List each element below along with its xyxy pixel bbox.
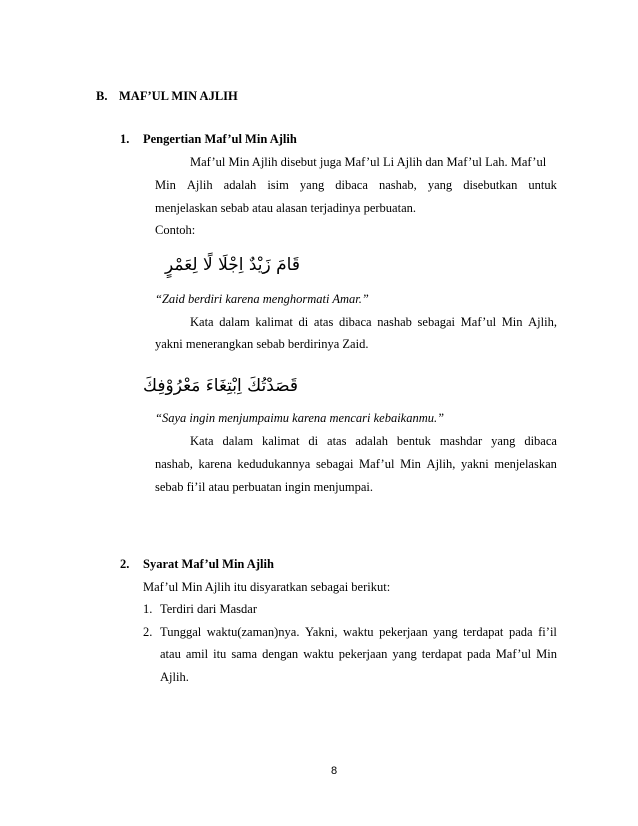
word: nashab, — [378, 178, 417, 192]
word: dibaca — [338, 315, 372, 329]
word: Yakni, — [305, 625, 338, 639]
paragraph-line: sebab fi’il atau perbuatan ingin menjumpai. — [155, 480, 373, 494]
word: kalimat — [261, 434, 300, 448]
word: bentuk — [396, 434, 431, 448]
word: pada — [508, 625, 533, 639]
word: dalam — [222, 434, 254, 448]
word: Maf’ul — [495, 647, 532, 661]
word: Maf’ul — [460, 315, 497, 329]
word: waktu — [303, 647, 334, 661]
word: yang — [392, 647, 417, 661]
section-title: MAF’UL MIN AJLIH — [119, 89, 238, 103]
word: adalah — [355, 434, 388, 448]
word: di — [298, 315, 309, 329]
word: karena — [198, 457, 232, 471]
section-marker: B. — [96, 89, 108, 103]
word: untuk — [528, 178, 557, 192]
word: disebutkan — [463, 178, 518, 192]
word: Min — [536, 647, 557, 661]
word: atas — [313, 315, 334, 329]
word: kalimat — [255, 315, 293, 329]
word: dibaca — [524, 434, 557, 448]
word: waktu — [343, 625, 374, 639]
word: Min — [400, 457, 421, 471]
word: itu — [213, 647, 227, 661]
word: amil — [185, 647, 209, 661]
item-number: 2. — [120, 557, 130, 571]
word: nashab — [377, 315, 412, 329]
translation: “Saya ingin menjumpaimu karena mencari kebaikanmu.” — [155, 411, 445, 425]
word: fi’il — [538, 625, 557, 639]
list-item-line-justified — [160, 647, 557, 662]
word: dibaca — [335, 178, 368, 192]
word: Maf’ul — [359, 457, 395, 471]
paragraph-line: Maf’ul Min Ajlih itu disyaratkan sebagai berikut: — [143, 580, 391, 594]
word: yang — [433, 625, 458, 639]
paragraph-line-justified — [155, 457, 557, 472]
word: dalam — [219, 315, 250, 329]
word: Min — [155, 178, 176, 192]
word: terdapat — [421, 647, 463, 661]
word: dengan — [262, 647, 299, 661]
word: pada — [467, 647, 491, 661]
list-item: Terdiri dari Masdar — [160, 602, 258, 616]
word: Min — [501, 315, 523, 329]
word: di — [308, 434, 319, 448]
word: yang — [427, 178, 453, 192]
paragraph-line-justified — [190, 434, 557, 449]
word: menjelaskan — [494, 457, 557, 471]
word: waktu(zaman)nya. — [206, 625, 300, 639]
item-number: 1. — [120, 132, 130, 146]
word: Ajlih, — [426, 457, 456, 471]
word: mashdar — [439, 434, 483, 448]
word: nashab, — [155, 457, 193, 471]
word: yakni — [461, 457, 489, 471]
word: Ajlih — [186, 178, 213, 192]
list-item-line-justified — [160, 625, 557, 640]
example-label: Contoh: — [155, 223, 196, 237]
page-number: 8 — [331, 765, 338, 777]
word: Kata — [190, 434, 214, 448]
translation: “Zaid berdiri karena menghormati Amar.” — [155, 292, 369, 306]
list-number: 2. — [143, 625, 153, 639]
arabic-example: قَامَ زَيْدٌ اِجْلَا لًا لِعَمْرٍ — [165, 255, 300, 275]
word: Kata — [190, 315, 214, 329]
word: sama — [231, 647, 258, 661]
word: pekerjaan — [338, 647, 388, 661]
paragraph-line: yakni menerangkan sebab berdirinya Zaid. — [155, 337, 369, 351]
item-heading: Pengertian Maf’ul Min Ajlih — [143, 132, 297, 146]
word: atau — [160, 647, 181, 661]
word: yang — [299, 178, 325, 192]
word: adalah — [223, 178, 257, 192]
arabic-example: قَصَدْتُكَ اِبْتِغَاءَ مَعْرُوْفِكَ — [143, 376, 298, 396]
list-number: 1. — [143, 602, 153, 616]
paragraph-line: menjelaskan sebab atau alasan terjadinya perbuatan. — [155, 201, 416, 215]
paragraph-line: Maf’ul Min Ajlih disebut juga Maf’ul Li Ajlih dan Maf’ul Lah. Maf’ul — [190, 155, 547, 169]
list-item-line: Ajlih. — [160, 670, 189, 684]
word: terdapat — [463, 625, 504, 639]
word: yang — [491, 434, 516, 448]
word: pekerjaan — [379, 625, 428, 639]
word: Tunggal — [160, 625, 202, 639]
word: isim — [267, 178, 289, 192]
word: kedudukannya — [237, 457, 311, 471]
word: sebagai — [417, 315, 456, 329]
paragraph-line-justified — [155, 178, 557, 193]
paragraph-line-justified — [190, 315, 557, 330]
item-heading: Syarat Maf’ul Min Ajlih — [143, 557, 274, 571]
word: Ajlih, — [528, 315, 557, 329]
word: atas — [327, 434, 347, 448]
word: sebagai — [315, 457, 354, 471]
